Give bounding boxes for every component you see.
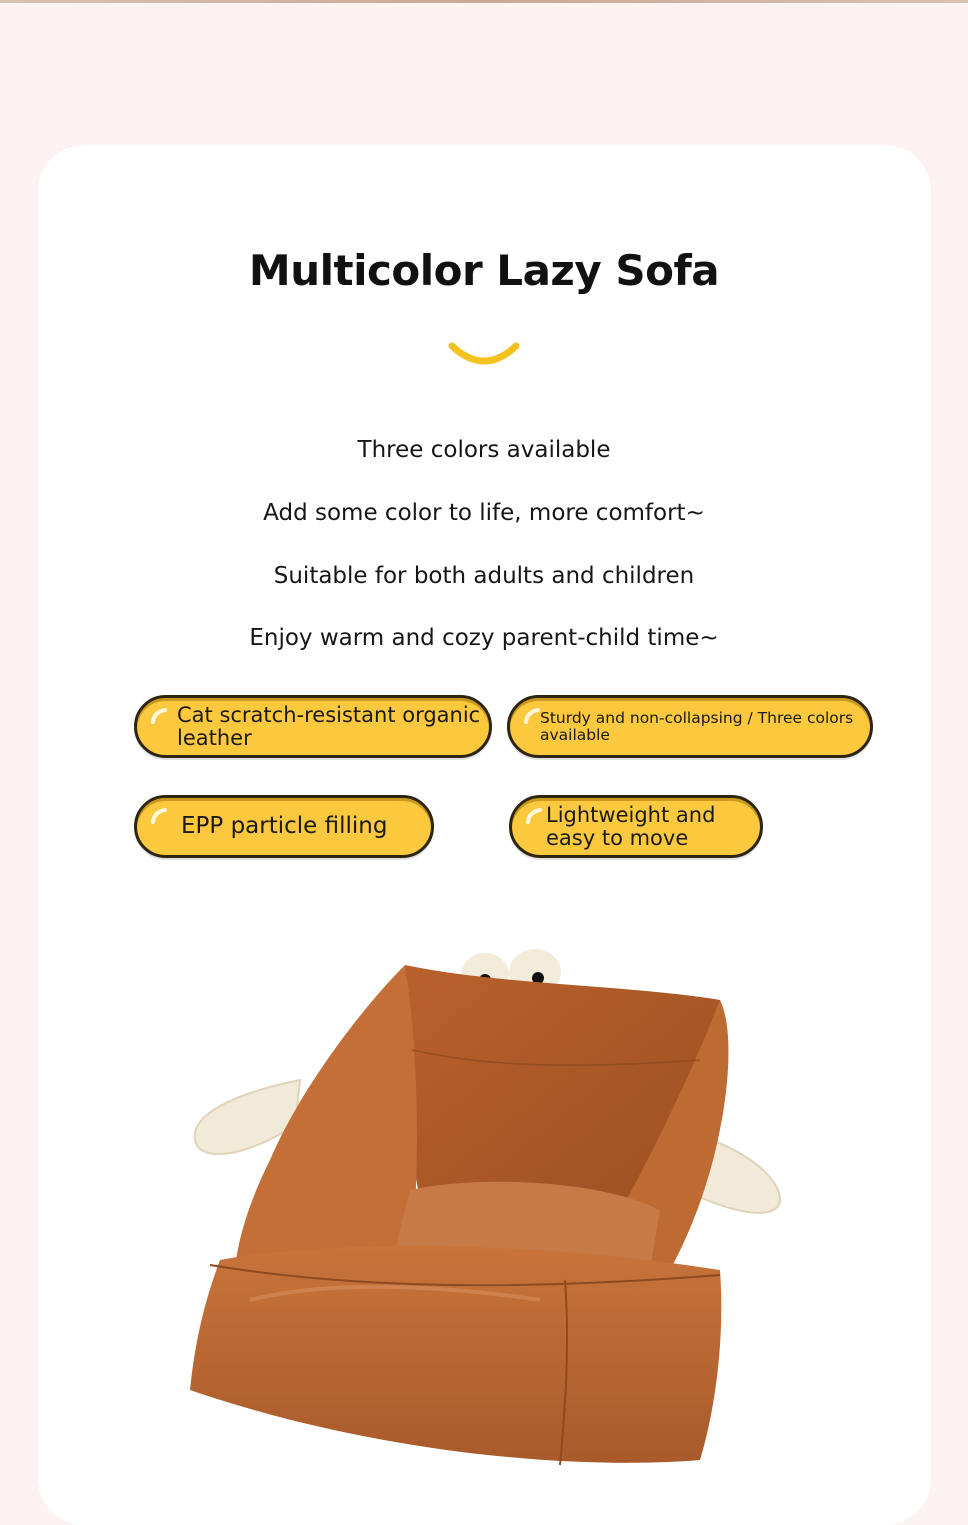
tagline-colors: Three colors available: [357, 437, 611, 463]
feature-badge-sturdy: [507, 695, 873, 758]
smile-icon: [444, 336, 524, 376]
feature-label: Lightweight and easy to move: [546, 802, 716, 850]
sofa-image: [180, 940, 800, 1480]
top-divider: [0, 0, 968, 3]
shine-icon: [524, 708, 540, 724]
feature-badge-filling: [134, 795, 434, 858]
shine-icon: [151, 708, 167, 724]
feature-label: Sturdy and non-collapsing / Three colors available: [540, 708, 854, 744]
feature-badge-leather: [134, 695, 492, 758]
tagline-suitable: Suitable for both adults and children: [273, 563, 695, 589]
feature-label: EPP particle filling: [181, 813, 388, 840]
shine-icon: [526, 808, 542, 824]
shine-icon: [151, 808, 167, 824]
feature-badge-lightweight: [509, 795, 763, 858]
tagline-family: Enjoy warm and cozy parent-child time~: [249, 625, 719, 651]
feature-label: Cat scratch-resistant organic leather: [177, 702, 481, 750]
tagline-comfort: Add some color to life, more comfort~: [263, 500, 705, 526]
page-title: Multicolor Lazy Sofa: [248, 246, 720, 295]
